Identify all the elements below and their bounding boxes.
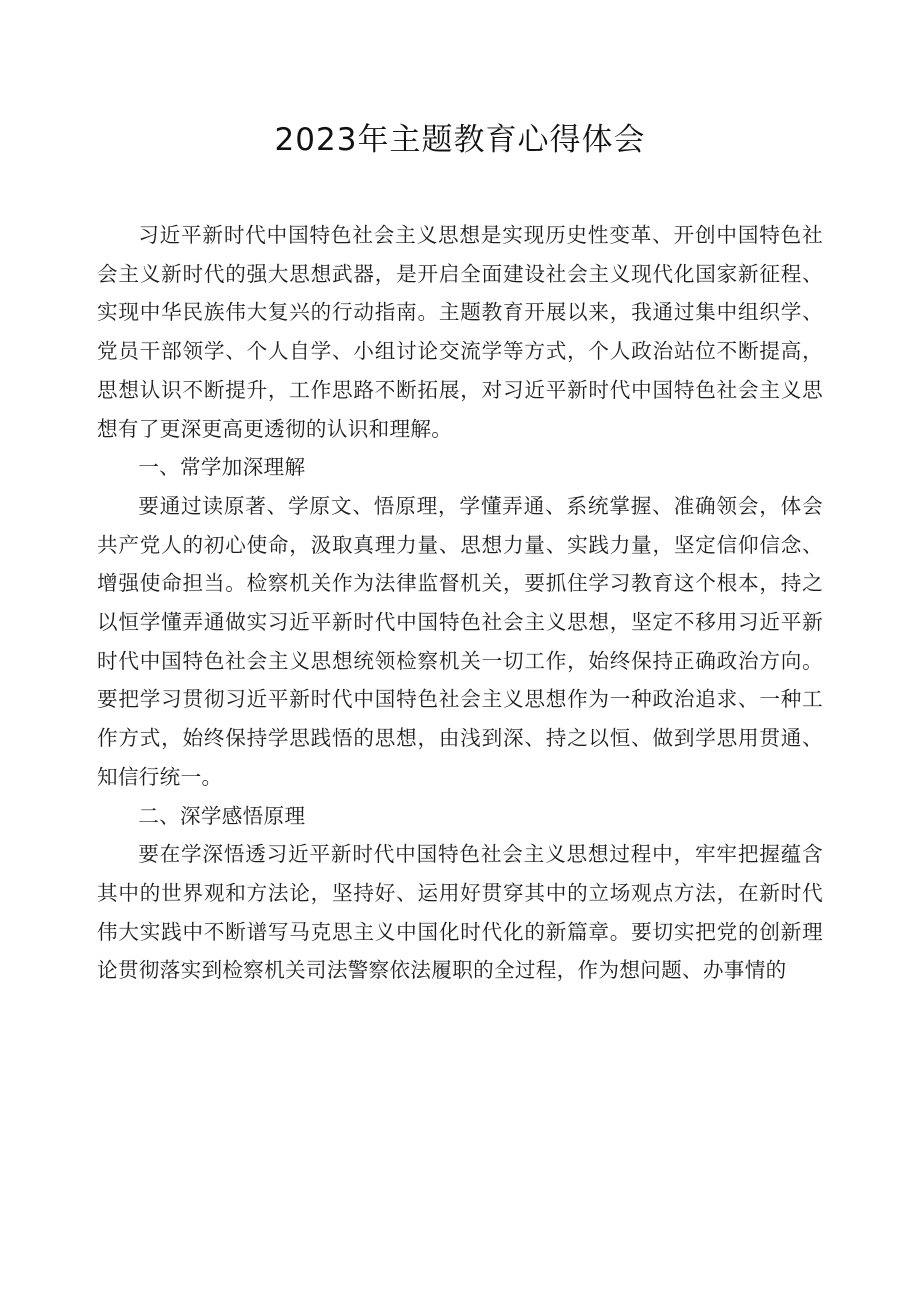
section-2-paragraph: 要在学深悟透习近平新时代中国特色社会主义思想过程中，牢牢把握蕴含其中的世界观和方法论，坚持好、运用好贯穿其中的立场观点方法，在新时代伟大实践中不断谱写马克思主义中国化时代化的新篇章。要切实把党的创新理论贯彻落实到检察机关司法警察依法履职的全过程，作为想问题、办事情的 — [97, 842, 823, 983]
document-body — [97, 216, 823, 990]
document-title: 2023年主题教育心得体会 — [274, 122, 646, 158]
section-1-paragraph: 要通过读原著、学原文、悟原理，学懂弄通、系统掌握、准确领会，体会共产党人的初心使命，汲取真理力量、思想力量、实践力量，坚定信仰信念、增强使命担当。检察机关作为法律监督机关，要抓住学习教育这个根本，持之以恒学懂弄通做实习近平新时代中国特色社会主义思想，坚定不移用习近平新时代中国特色社会主义思想统领检察机关一切工作，始终保持正确政治方向。要把学习贯彻习近平新时代中国特色社会主义思想作为一种政治追求、一种工作方式，始终保持学思践悟的思想，由浅到深、持之以恒、做到学思用贯通、知信行统一。 — [97, 493, 823, 789]
section-heading-1: 一、常学加深理解 — [138, 455, 306, 480]
section-heading-2: 二、深学感悟原理 — [138, 803, 306, 828]
intro-paragraph: 习近平新时代中国特色社会主义思想是实现历史性变革、开创中国特色社会主义新时代的强大思想武器，是开启全面建设社会主义现代化国家新征程、实现中华民族伟大复兴的行动指南。主题教育开展以来，我通过集中组织学、党员干部领学、个人自学、小组讨论交流学等方式，个人政治站位不断提高，思想认识不断提升，工作思路不断拓展，对习近平新时代中国特色社会主义思想有了更深更高更透彻的认识和理解。 — [97, 223, 823, 441]
